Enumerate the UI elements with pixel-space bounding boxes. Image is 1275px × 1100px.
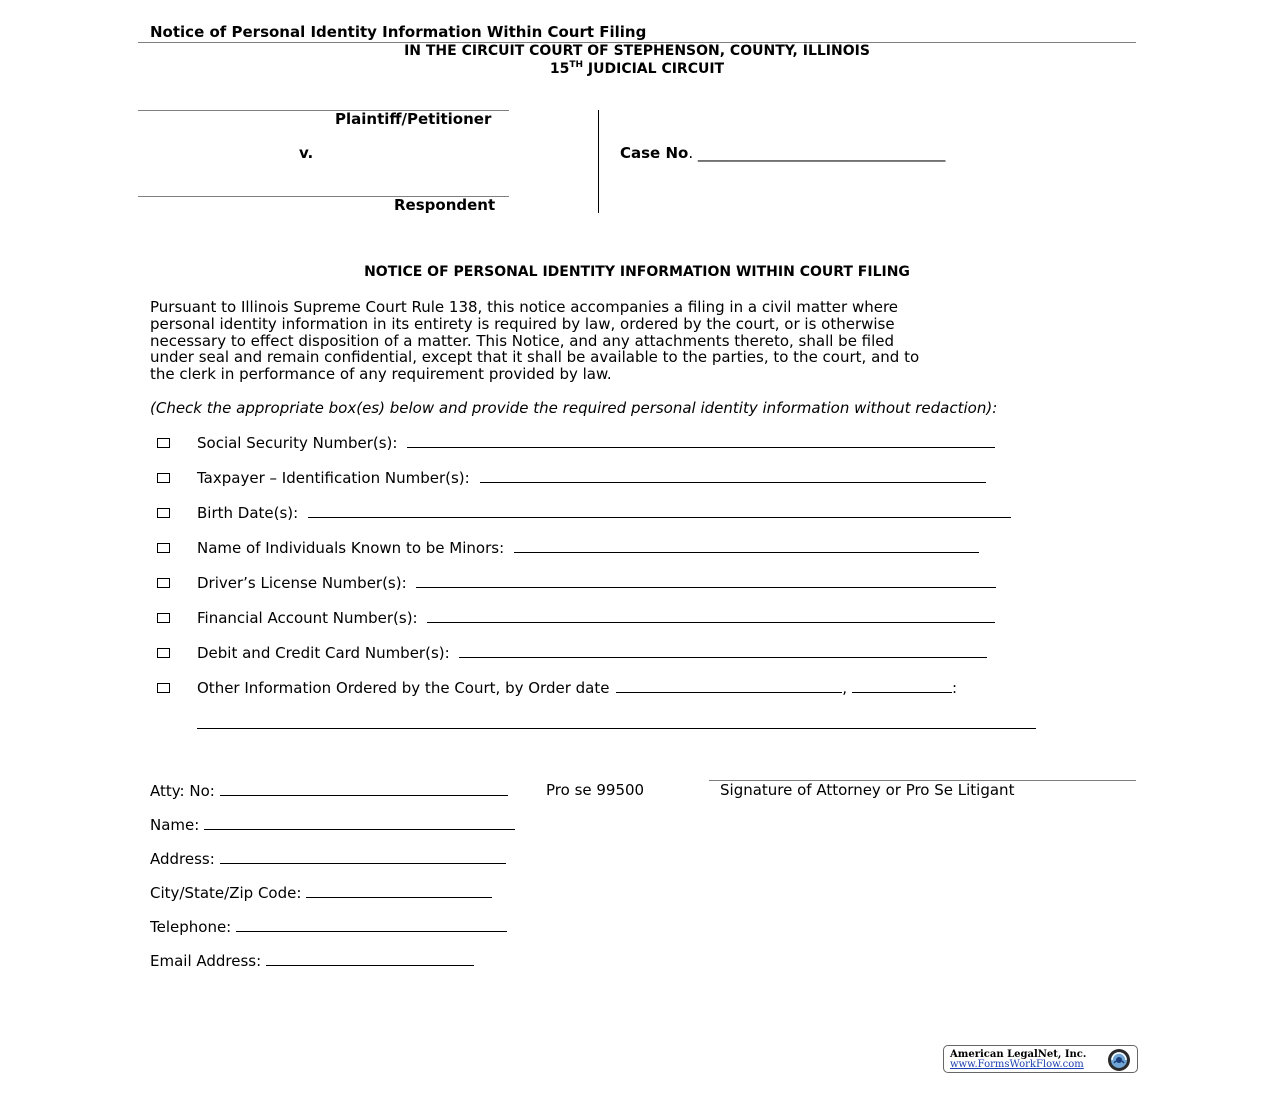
other-info-checkbox[interactable]	[157, 683, 170, 693]
other-info-colon: :	[952, 679, 958, 697]
notice-body-line: necessary to effect disposition of a matter. This Notice, and any attachments thereto, shall be filed	[150, 331, 895, 350]
address-blank[interactable]	[220, 850, 506, 864]
logo-url[interactable]: www.FormsWorkFlow.com	[950, 1059, 1084, 1070]
card-number-checkbox[interactable]	[157, 648, 170, 658]
caption-divider	[598, 110, 599, 213]
circuit-sup: TH	[569, 60, 584, 70]
city-state-zip-blank[interactable]	[306, 884, 492, 898]
atty-no-label: Atty: No:	[150, 782, 220, 800]
drivers-license-item	[197, 574, 996, 592]
city-state-zip-field	[150, 884, 492, 902]
card-number-label: Debit and Credit Card Number(s):	[197, 644, 455, 662]
other-info-label: Other Information Ordered by the Court, by Order date	[197, 679, 615, 697]
atty-no-blank[interactable]	[220, 782, 508, 796]
minors-label: Name of Individuals Known to be Minors:	[197, 539, 509, 557]
birth-date-checkbox[interactable]	[157, 508, 170, 518]
instruction-text: (Check the appropriate box(es) below and provide the required personal identity information without redaction):	[150, 399, 998, 417]
notice-body-line: Pursuant to Illinois Supreme Court Rule 138, this notice accompanies a filing in a civil matter where	[150, 298, 899, 316]
signature-label: Signature of Attorney or Pro Se Litigant	[720, 781, 1015, 799]
address-label: Address:	[150, 850, 220, 868]
name-label: Name:	[150, 816, 205, 834]
card-number-blank[interactable]	[459, 644, 987, 658]
other-info-comma: ,	[842, 679, 847, 697]
taxpayer-id-checkbox[interactable]	[157, 473, 170, 483]
respondent-label: Respondent	[394, 196, 496, 214]
order-year-blank[interactable]	[852, 679, 952, 693]
order-date-blank[interactable]	[616, 679, 842, 693]
email-field	[150, 952, 474, 970]
notice-body-line: the clerk in performance of any requirement provided by law.	[150, 365, 612, 384]
drivers-license-label: Driver’s License Number(s):	[197, 574, 412, 592]
globe-icon	[1107, 1048, 1131, 1072]
notice-body-line: personal identity information in its entirety is required by law, ordered by the court, or is otherwise	[150, 314, 895, 333]
case-no-field[interactable]	[620, 145, 945, 162]
drivers-license-blank[interactable]	[416, 574, 996, 588]
taxpayer-id-label: Taxpayer – Identification Number(s):	[197, 469, 475, 487]
court-line: IN THE CIRCUIT COURT OF STEPHENSON, COUNTY, ILLINOIS	[404, 43, 870, 59]
versus-label: v.	[299, 144, 314, 162]
notice-body-line: under seal and remain confidential, except that it shall be available to the parties, to the court, and to	[150, 348, 920, 367]
telephone-blank[interactable]	[236, 918, 507, 932]
american-legalnet-logo	[943, 1045, 1138, 1073]
other-info-continuation-blank[interactable]	[197, 728, 1036, 729]
header-title: Notice of Personal Identity Information Within Court Filing	[150, 23, 647, 41]
financial-account-item	[197, 609, 995, 627]
birth-date-blank[interactable]	[308, 504, 1011, 518]
atty-no-field	[150, 782, 508, 800]
telephone-label: Telephone:	[150, 918, 237, 936]
ssn-item	[197, 434, 995, 452]
circuit-rest: JUDICIAL CIRCUIT	[583, 61, 725, 77]
logo-company: American LegalNet, Inc.	[950, 1049, 1087, 1060]
address-field	[150, 850, 506, 868]
notice-body	[150, 299, 1110, 383]
name-blank[interactable]	[204, 816, 515, 830]
birth-date-item	[197, 504, 1011, 522]
case-no-blank[interactable]: . _________________________________	[688, 144, 946, 162]
city-state-zip-label: City/State/Zip Code:	[150, 884, 307, 902]
financial-account-checkbox[interactable]	[157, 613, 170, 623]
email-label: Email Address:	[150, 952, 266, 970]
ssn-label: Social Security Number(s):	[197, 434, 403, 452]
name-field	[150, 816, 515, 834]
email-blank[interactable]	[266, 952, 474, 966]
birth-date-label: Birth Date(s):	[197, 504, 303, 522]
taxpayer-id-blank[interactable]	[480, 469, 986, 483]
ssn-checkbox[interactable]	[157, 438, 170, 448]
circuit-number: 15	[549, 61, 570, 77]
case-no-label: Case No	[620, 144, 689, 162]
taxpayer-id-item	[197, 469, 986, 487]
minors-blank[interactable]	[514, 539, 979, 553]
notice-heading: NOTICE OF PERSONAL IDENTITY INFORMATION WITHIN COURT FILING	[364, 264, 910, 280]
financial-account-label: Financial Account Number(s):	[197, 609, 423, 627]
circuit-line	[138, 60, 1136, 77]
financial-account-blank[interactable]	[427, 609, 995, 623]
telephone-field	[150, 918, 507, 936]
other-info-item	[197, 679, 957, 697]
drivers-license-checkbox[interactable]	[157, 578, 170, 588]
minors-checkbox[interactable]	[157, 543, 170, 553]
minors-item	[197, 539, 979, 557]
pro-se-number: Pro se 99500	[546, 781, 645, 799]
ssn-blank[interactable]	[407, 434, 995, 448]
plaintiff-label: Plaintiff/Petitioner	[335, 110, 492, 128]
card-number-item	[197, 644, 987, 662]
